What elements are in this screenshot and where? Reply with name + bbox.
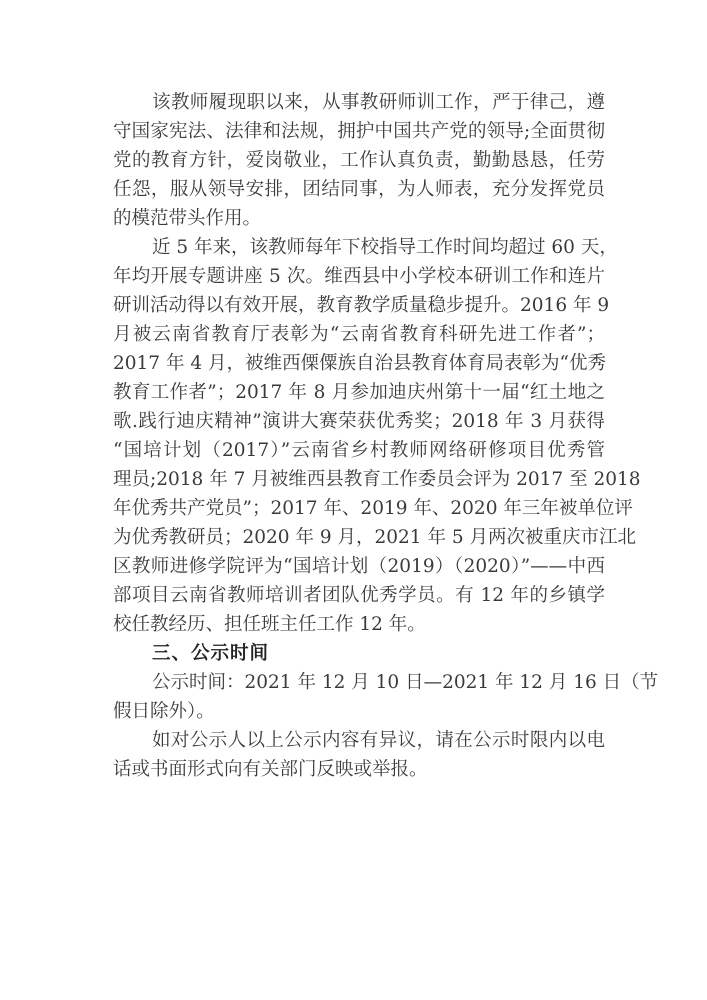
paragraph-2-line-5: 2017 年 4 月，被维西傈僳族自治县教育体育局表彰为“优秀 — [113, 353, 606, 374]
paragraph-2-line-10: 年优秀共产党员”；2017 年、2019 年、2020 年三年被单位评 — [113, 498, 633, 519]
paragraph-3-line-2: 假日除外）。 — [113, 701, 215, 722]
paragraph-1-line-2: 守国家宪法、法律和法规，拥护中国共产党的领导;全面贯彻 — [113, 121, 605, 142]
paragraph-2-line-6: 教育工作者”；2017 年 8 月参加迪庆州第十一届“红土地之 — [113, 382, 605, 403]
paragraph-1-line-5: 的模范带头作用。 — [113, 208, 262, 229]
paragraph-1-line-3: 党的教育方针，爱岗敬业，工作认真负责，勤勤恳恳，任劳 — [113, 150, 605, 171]
paragraph-2-line-8: “国培计划（2017）”云南省乡村教师网络研修项目优秀管 — [113, 440, 605, 461]
paragraph-2-line-1: 近 5 年来，该教师每年下校指导工作时间均超过 60 天， — [152, 237, 618, 258]
paragraph-2-line-13: 部项目云南省教师培训者团队优秀学员。有 12 年的乡镇学 — [113, 585, 605, 606]
paragraph-2-line-12: 区教师进修学院评为“国培计划（2019）（2020）”——中西 — [113, 556, 605, 577]
paragraph-1-line-1: 该教师履现职以来，从事教研师训工作，严于律己，遵 — [152, 92, 605, 113]
paragraph-2-line-7: 歌.践行迪庆精神”演讲大赛荣获优秀奖；2018 年 3 月获得 — [113, 411, 605, 432]
paragraph-2-line-2: 年均开展专题讲座 5 次。维西县中小学校本研训工作和连片 — [113, 266, 605, 287]
paragraph-2-line-9: 理员;2018 年 7 月被维西县教育工作委员会评为 2017 至 2018 — [113, 469, 641, 490]
paragraph-2-line-3: 研训活动得以有效开展，教育教学质量稳步提升。2016 年 9 — [113, 295, 610, 316]
paragraph-2-line-4: 月被云南省教育厅表彰为“云南省教育科研先进工作者”； — [113, 324, 605, 345]
paragraph-2-line-11: 为优秀教研员；2020 年 9 月，2021 年 5 月两次被重庆市江北 — [113, 527, 636, 548]
paragraph-3-line-1: 公示时间：2021 年 12 月 10 日—2021 年 12 月 16 日（节 — [152, 672, 659, 693]
section-heading: 三、公示时间 — [152, 643, 270, 664]
paragraph-2-line-14: 校任教经历、担任班主任工作 12 年。 — [113, 614, 426, 635]
paragraph-1-line-4: 任怨，服从领导安排，团结同事，为人师表，充分发挥党员 — [113, 179, 605, 200]
paragraph-4-line-2: 话或书面形式向有关部门反映或举报。 — [113, 759, 428, 780]
paragraph-4-line-1: 如对公示人以上公示内容有异议，请在公示时限内以电 — [152, 730, 605, 751]
